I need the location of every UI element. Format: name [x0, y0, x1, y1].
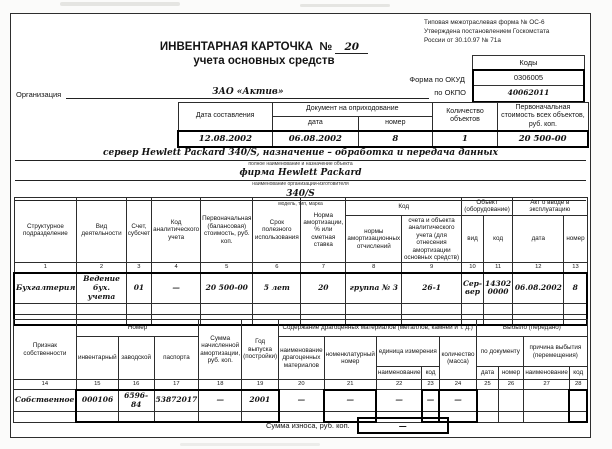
cell-account: 01: [126, 273, 151, 303]
object-full-name-value: сервер Hewlett Packard 340/S, назначение – обработка и передача данных: [15, 148, 586, 161]
col-number: 7: [301, 263, 346, 273]
header-object-qty: Количество объектов: [432, 103, 498, 131]
cell-ownership: Собственное: [14, 390, 77, 411]
col-header-passport-number: паспорта: [154, 337, 199, 380]
group-header-unit: единица измерения: [376, 337, 439, 367]
cell-object-code: 14302 0000: [484, 273, 513, 303]
value-initial-cost: 20 500-00: [498, 131, 588, 147]
col-header-doc-number: номер: [498, 367, 524, 380]
group-header-precious-materials: Содержание драгоценных материалов (металлов, камней и т. д.): [279, 320, 477, 337]
col-header-accrued-depreciation: Сумма начисленной амортизации, руб. коп.: [199, 320, 242, 380]
col-number: 24: [439, 380, 477, 390]
receipt-document-table: [177, 102, 589, 148]
col-header-quantity-mass: количество (масса): [439, 337, 477, 380]
col-number: 1: [14, 263, 77, 273]
col-header-ownership: Признак собственности: [14, 320, 77, 380]
organization-row: [16, 87, 466, 99]
cell-act-number: 8: [564, 273, 587, 303]
cell-activity-type: Ведение бух. учета: [77, 273, 126, 303]
page-title: [119, 40, 409, 69]
cell-doc-date: [477, 390, 498, 411]
group-header-disposed: Выбыло (передано): [477, 320, 587, 337]
col-number: 11: [484, 263, 513, 273]
wear-sum-value: —: [357, 417, 449, 434]
okud-label: Форма по ОКУД: [409, 75, 465, 84]
group-header-number: Номер: [76, 320, 198, 337]
form-note-line3: России от 30.10.97 № 71а: [424, 36, 501, 44]
main-data-row: [14, 273, 587, 303]
col-header-unit-code: код: [422, 367, 439, 380]
cell-analytic-code: —: [152, 273, 201, 303]
group-header-object-equipment: Объект (оборудование): [461, 198, 512, 216]
scan-artifact: [180, 443, 320, 446]
col-header-structural-unit: Структурное подразделение: [14, 198, 77, 263]
cell-reason-code: [569, 390, 587, 411]
codes-values: [472, 69, 585, 103]
col-header-activity-type: Вид деятельности: [77, 198, 126, 263]
col-header-account: Счет, субсчет: [126, 198, 151, 263]
col-header-act-number: номер: [564, 215, 587, 263]
main-accounting-table: [13, 197, 588, 326]
cell-initial-cost: 20 500-00: [201, 273, 253, 303]
object-full-name-caption: полное наименование и назначение объекта: [248, 160, 353, 167]
wear-sum-row: [266, 417, 449, 434]
cell-precious-name: —: [279, 390, 325, 411]
cell-factory-number: 6596-84: [118, 390, 154, 411]
header-doc-date: дата: [272, 117, 358, 131]
organization-label: Организация: [16, 90, 62, 99]
cell-accrued-depreciation: —: [199, 390, 242, 411]
col-header-unit-name: наименование: [376, 367, 422, 380]
cell-doc-number: [498, 390, 524, 411]
col-number: 4: [152, 263, 201, 273]
col-number: 17: [154, 380, 199, 390]
col-number: 25: [477, 380, 498, 390]
header-date-compiled: Дата составления: [178, 103, 272, 131]
col-number: 26: [498, 380, 524, 390]
ownership-precious-table: [13, 319, 588, 423]
group-header-disposal-reason: причина выбытия (перемещения): [524, 337, 587, 367]
group-header-by-document: по документу: [477, 337, 524, 367]
header-doc-number: номер: [358, 117, 432, 131]
col-header-object-code: код: [484, 215, 513, 263]
cell-year-built: 2001: [242, 390, 279, 411]
col-number: 21: [324, 380, 376, 390]
col-number: 14: [14, 380, 77, 390]
col-number: 5: [201, 263, 253, 273]
form-approval-note: [424, 19, 582, 46]
col-header-reason-code: код: [569, 367, 587, 380]
value-date-compiled: 12.08.2002: [178, 131, 272, 147]
col-number: 20: [279, 380, 325, 390]
col-number: 13: [564, 263, 587, 273]
cell-depreciation-rate: 20: [301, 273, 346, 303]
form-note-line1: Типовая межотраслевая форма № ОС-6: [424, 19, 545, 26]
col-header-object-kind: вид: [461, 215, 483, 263]
col-number: 22: [376, 380, 422, 390]
col-number: 27: [524, 380, 570, 390]
cell-act-date: 06.08.2002: [513, 273, 564, 303]
col-header-nomenclature-number: номенклатурный номер: [324, 337, 376, 380]
okpo-label: по ОКПО: [434, 88, 466, 97]
col-number: 3: [126, 263, 151, 273]
group-header-code: Код: [346, 198, 462, 216]
cell-useful-life: 5 лет: [253, 273, 301, 303]
col-number: 12: [513, 263, 564, 273]
cell-unit-name: —: [376, 390, 422, 411]
manufacturer-caption: наименование организации-изготовителя: [252, 181, 349, 188]
col-header-analytic-code: Код аналитического учета: [152, 198, 201, 263]
card-number-value: 20: [335, 41, 368, 54]
col-number: 18: [199, 380, 242, 390]
col-header-depreciation-norm-code: нормы амортизационных отчислений: [346, 215, 402, 263]
organization-value: ЗАО «Актив»: [66, 87, 429, 99]
title-line2: учета основных средств: [193, 55, 335, 68]
col-number: 6: [253, 263, 301, 273]
cell-object-kind: Сер-вер: [461, 273, 483, 303]
col-header-depreciation-rate: Норма амортизации, % или сметная ставка: [301, 198, 346, 263]
group-header-commissioning-act: Акт о вводе в эксплуатацию: [513, 198, 587, 216]
cell-reason-name: [524, 390, 570, 411]
col-header-act-date: дата: [513, 215, 564, 263]
cell-structural-unit: Бухгалтерия: [14, 273, 77, 303]
col-number: 8: [346, 263, 402, 273]
value-object-qty: 1: [432, 131, 498, 147]
model-caption: модель, тип, марка: [278, 201, 323, 208]
col-header-doc-date: дата: [477, 367, 498, 380]
cell-quantity-mass: —: [439, 390, 477, 411]
title-text: ИНВЕНТАРНАЯ КАРТОЧКА: [159, 41, 314, 53]
title-line1: [119, 40, 409, 54]
codes-header: Коды: [472, 55, 585, 70]
col-header-factory-number: заводской: [118, 337, 154, 380]
column-numbers-row: [14, 263, 587, 273]
form-note-line2: Утверждена постановлением Госкомстата: [424, 27, 550, 35]
manufacturer-value: фирма Hewlett Packard: [15, 168, 586, 181]
scan-artifact: [60, 2, 180, 6]
col-number: 28: [569, 380, 587, 390]
cell-inventory-number: 000106: [76, 390, 118, 411]
header-initial-cost: Первоначальная стоимость всех объектов, руб. коп.: [498, 103, 588, 131]
okpo-value: 40062011: [507, 88, 550, 97]
wear-sum-label: Сумма износа, руб. коп.: [266, 421, 350, 430]
header-receipt-doc: Документ на оприходование: [272, 103, 432, 117]
col-header-year-built: Год выпуска (постройки): [242, 320, 279, 380]
col-number: 10: [461, 263, 483, 273]
col-header-inventory-number: инвентарный: [76, 337, 118, 380]
cell-unit-code: —: [422, 390, 439, 411]
col-number: 15: [76, 380, 118, 390]
cell-nomenclature-number: —: [324, 390, 376, 411]
cell-depreciation-norm-code: группа № 3: [346, 273, 402, 303]
empty-row: [14, 303, 587, 314]
cell-analytic-account-code: 26-1: [402, 273, 462, 303]
okud-value: 0306005: [474, 71, 583, 86]
value-doc-date: 06.08.2002: [272, 131, 358, 147]
cell-passport-number: 53872017: [154, 390, 199, 411]
bottom-data-row: [14, 390, 588, 411]
column-numbers-row: [14, 380, 588, 390]
model-value: 340/S: [15, 189, 586, 202]
col-header-reason-name: наименование: [524, 367, 570, 380]
col-header-useful-life: Срок полезного использования: [253, 198, 301, 263]
codes-box: [472, 55, 585, 103]
col-header-precious-name: наименование драгоценных материалов: [279, 337, 325, 380]
col-number: 19: [242, 380, 279, 390]
scan-artifact: [300, 4, 390, 7]
title-number-label: №: [319, 41, 333, 53]
inventory-card-page: [10, 13, 591, 438]
value-doc-number: 8: [358, 131, 432, 147]
col-number: 16: [118, 380, 154, 390]
col-number: 23: [422, 380, 439, 390]
col-number: 2: [77, 263, 126, 273]
col-header-initial-cost: Первоначальная (балансовая) стоимость, руб. коп.: [201, 198, 253, 263]
col-number: 9: [402, 263, 462, 273]
col-header-analytic-account-code: счета и объекта аналитического учета (для отнесения амортизации основных средств): [402, 215, 462, 263]
